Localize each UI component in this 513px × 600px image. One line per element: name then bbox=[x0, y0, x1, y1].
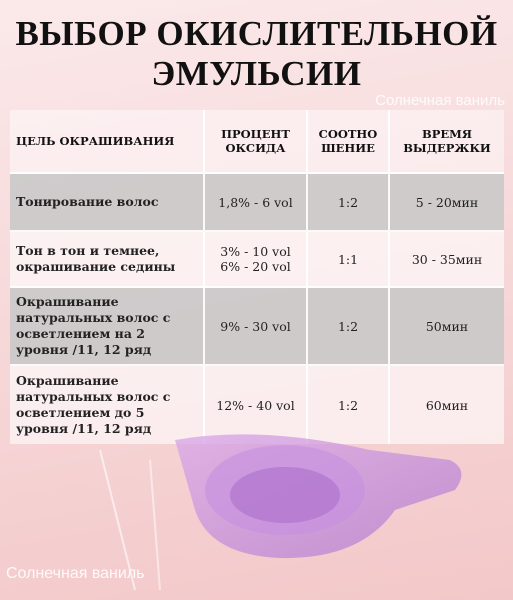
header-percent: ПРОЦЕНТ ОКСИДА bbox=[205, 110, 308, 172]
table-row bbox=[10, 288, 504, 366]
table-row bbox=[10, 174, 504, 232]
cell-time: 50мин bbox=[425, 318, 469, 334]
table-row bbox=[10, 232, 504, 288]
title-line-1: ВЫБОР ОКИСЛИТЕЛЬНОЙ bbox=[15, 14, 498, 53]
header-time: ВРЕМЯ ВЫДЕРЖКИ bbox=[403, 127, 491, 155]
cell-time: 30 - 35мин bbox=[411, 251, 483, 267]
cell-goal: Окрашивание натуральных волос с осветлением на 2 уровня /11, 12 ряд bbox=[10, 288, 205, 364]
cell-goal: Тонирование волос bbox=[10, 174, 205, 230]
cell-ratio: 1:2 bbox=[308, 288, 390, 364]
table-header-row bbox=[10, 110, 504, 174]
oxidizer-table bbox=[10, 110, 504, 444]
cell-percent: 9% - 30 vol bbox=[205, 288, 308, 364]
cell-time: 60мин bbox=[425, 397, 469, 413]
cell-percent: 1,8% - 6 vol bbox=[205, 174, 308, 230]
cell-ratio: 1:1 bbox=[308, 232, 390, 286]
watermark-bottom: Солнечная ваниль bbox=[6, 565, 145, 582]
header-goal: ЦЕЛЬ ОКРАШИВАНИЯ bbox=[10, 110, 205, 172]
cell-ratio: 1:2 bbox=[308, 174, 390, 230]
cell-goal: Окрашивание натуральных волос с осветлением до 5 уровня /11, 12 ряд bbox=[10, 366, 205, 444]
cell-ratio: 1:2 bbox=[308, 366, 390, 444]
title-line-2: ЭМУЛЬСИИ bbox=[151, 54, 362, 93]
page-title bbox=[0, 14, 513, 94]
cell-percent: 12% - 40 vol bbox=[205, 366, 308, 444]
watermark-top: Солнечная ваниль bbox=[375, 92, 505, 109]
cell-goal: Тон в тон и темнее, окрашивание седины bbox=[10, 232, 205, 286]
cell-percent: 3% - 10 vol 6% - 20 vol bbox=[205, 232, 308, 286]
header-ratio: СООТНО ШЕНИЕ bbox=[308, 110, 390, 172]
cell-time: 5 - 20мин bbox=[415, 194, 479, 210]
